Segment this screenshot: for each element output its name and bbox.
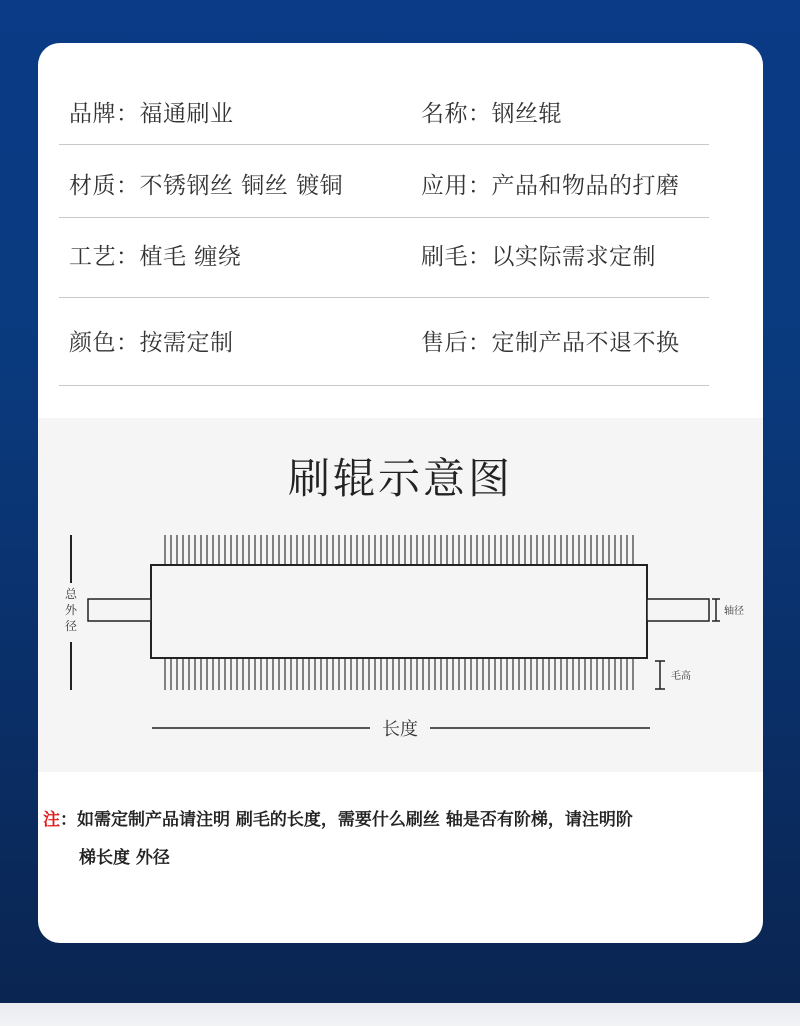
note-mark: 注: [43, 810, 60, 830]
spec-application: 应用：产品和物品的打磨: [421, 173, 680, 199]
bottom-strip: [0, 1003, 800, 1026]
product-spec-card: [38, 43, 763, 943]
spec-color: 颜色：按需定制: [69, 330, 234, 356]
spec-name: 名称：钢丝辊: [421, 101, 562, 127]
roller-body: [151, 565, 647, 658]
spec-row: [59, 218, 709, 298]
note-line-1: [43, 801, 743, 839]
spec-bristle: 刷毛：以实际需求定制: [421, 244, 656, 270]
note-text-1: ：如需定制产品请注明 刷毛的长度，需要什么刷丝 轴是否有阶梯，请注明阶: [60, 810, 633, 830]
note-line-2: 梯长度 外径: [79, 848, 170, 868]
bristles-bottom: [165, 658, 633, 690]
length-label: 长度: [382, 719, 418, 740]
spec-material: 材质：不锈钢丝 铜丝 镀铜: [69, 173, 344, 199]
outer-diameter-label-1: 总: [64, 587, 78, 601]
outer-diameter-label-3: 径: [64, 619, 78, 633]
spec-row: [59, 298, 709, 386]
bristles-top: [165, 535, 633, 565]
roller-diagram-panel: [38, 418, 763, 772]
spec-after-sales: 售后：定制产品不退不换: [421, 330, 680, 356]
bristle-height-label: 毛高: [671, 671, 691, 682]
shaft-diameter-label: 轴径: [724, 606, 744, 617]
spec-row: [59, 145, 709, 218]
diagram-title: 刷辊示意图: [287, 454, 513, 503]
spec-process: 工艺：植毛 缠绕: [69, 244, 242, 270]
custom-order-note: [43, 801, 743, 877]
roller-diagram: [38, 418, 763, 772]
spec-brand: 品牌：福通刷业: [69, 101, 234, 127]
left-shaft: [88, 599, 151, 621]
spec-table: [59, 73, 709, 386]
outer-diameter-label-2: 外: [64, 603, 78, 617]
right-shaft: [647, 599, 709, 621]
spec-row: [59, 73, 709, 145]
